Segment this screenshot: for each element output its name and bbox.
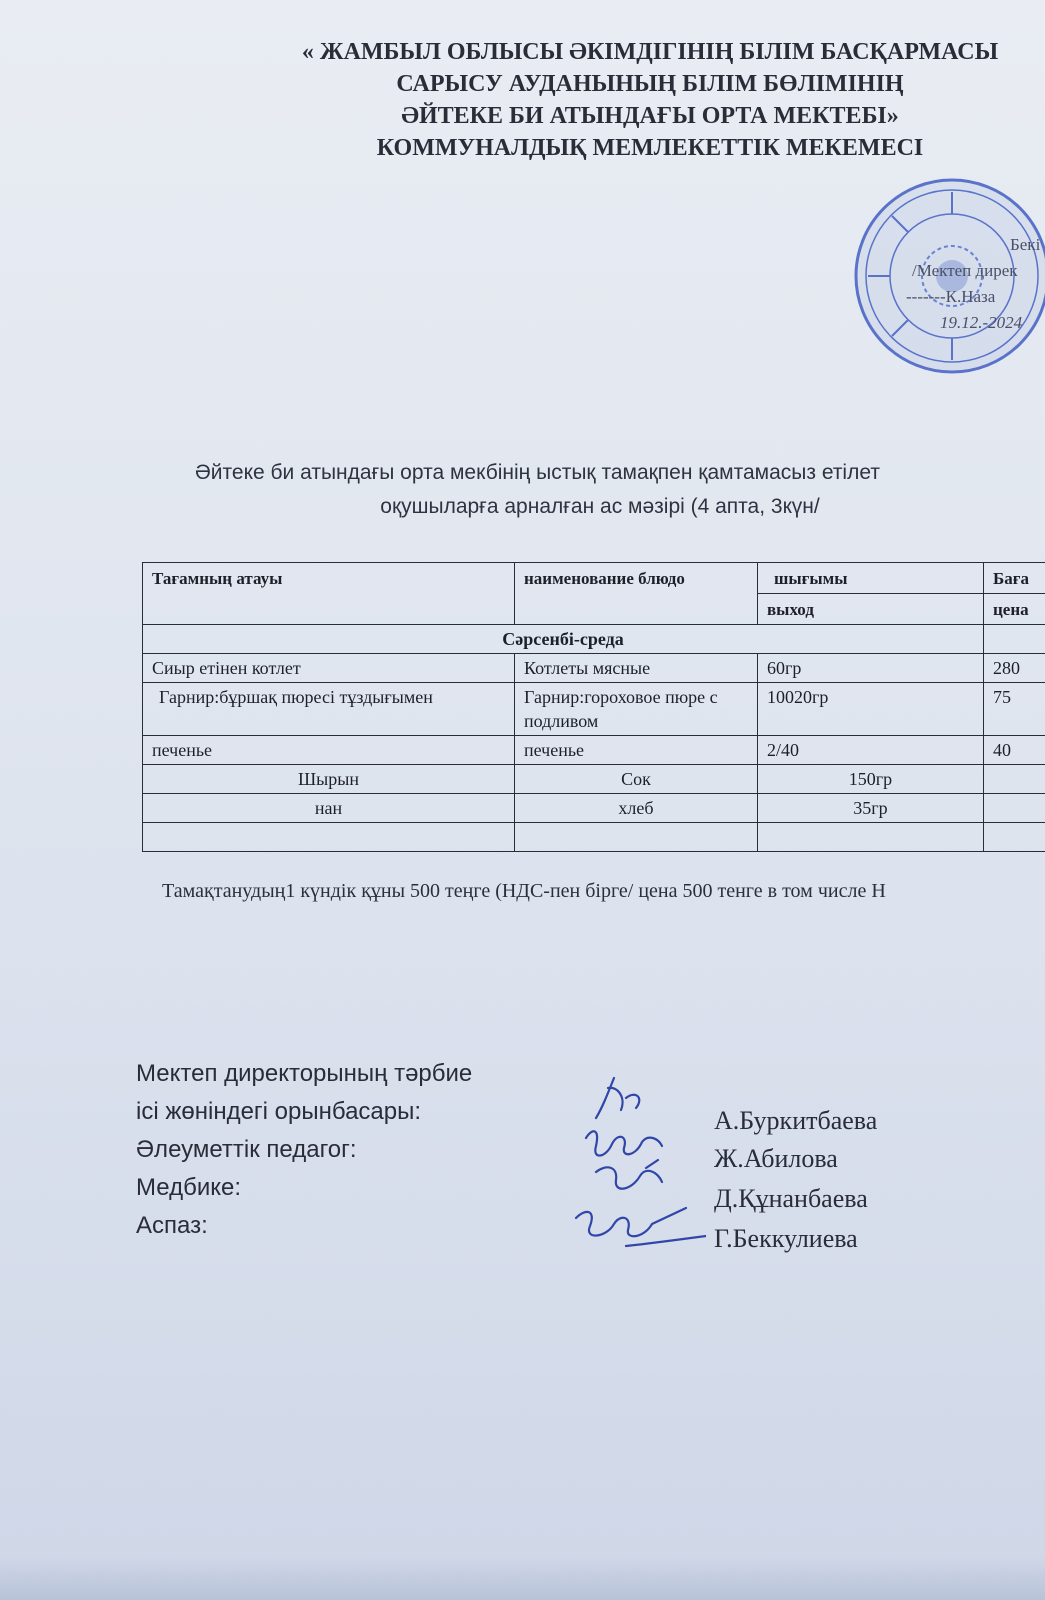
cell-yield: 35гр	[758, 794, 984, 823]
approval-line-2: /Мектеп дирек	[912, 261, 1018, 280]
approval-line-1: Бекі	[1010, 235, 1041, 254]
approval-line-3: -------К.Наза	[906, 287, 996, 306]
cell-name-ru: Сок	[515, 765, 758, 794]
signature-block	[136, 1060, 1036, 1280]
name-nurse: Д.Құнанбаева	[714, 1184, 868, 1213]
cell-price	[984, 823, 1045, 852]
title-line-2: оқушыларға арналған ас мәзірі (4 апта, 3күн/	[380, 495, 820, 518]
cell-name-ru: хлеб	[515, 794, 758, 823]
cell-name-kz: Сиыр етінен котлет	[143, 654, 515, 683]
cell-yield: 10020гр	[758, 683, 984, 736]
cell-price	[984, 794, 1045, 823]
menu-title	[195, 456, 1045, 524]
header-yield-kz: шығымы	[758, 563, 984, 594]
table-row	[143, 765, 1045, 794]
header-line-4: КОММУНАЛДЫҚ МЕМЛЕКЕТТІК МЕКЕМЕСІ	[376, 135, 924, 161]
approval-block	[900, 232, 1045, 336]
table-row	[143, 654, 1045, 683]
table-row	[143, 683, 1045, 736]
cell-yield: 60гр	[758, 654, 984, 683]
table-row	[143, 736, 1045, 765]
day-label: Сәрсенбі-среда	[143, 625, 984, 654]
cell-yield	[758, 823, 984, 852]
cell-name-kz: нан	[143, 794, 515, 823]
cell-name-ru: Гарнир:гороховое пюре с подливом	[515, 683, 758, 736]
header-name-kz: Тағамның атауы	[143, 563, 515, 625]
table-row	[143, 823, 1045, 852]
header-name-ru: наименование блюдо	[515, 563, 758, 625]
cell-price	[984, 765, 1045, 794]
name-cook: Г.Беккулиева	[714, 1224, 858, 1253]
cell-name-kz: Шырын	[143, 765, 515, 794]
role-nurse: Медбике:	[136, 1174, 242, 1201]
title-line-1: Әйтеке би атындағы орта мекбінің ыстық тамақпен қамтамасыз етілет	[195, 461, 880, 484]
cell-yield: 150гр	[758, 765, 984, 794]
cell-name-ru	[515, 823, 758, 852]
document-header	[220, 36, 1045, 164]
cell-name-kz: Гарнир:бұршақ пюресі тұздығымен	[143, 683, 515, 736]
cell-price: 280	[984, 654, 1045, 683]
price-note: Тамақтанудың1 күндік құны 500 теңге (НДС-пен бірге/ цена 500 тенге в том числе Н	[162, 880, 886, 902]
header-line-2: САРЫСУ АУДАНЫНЫҢ БІЛІМ БӨЛІМІНІҢ	[396, 71, 904, 97]
table-row	[143, 794, 1045, 823]
header-price-kz: Баға	[984, 563, 1045, 594]
handwritten-signatures	[566, 1068, 706, 1268]
cell-price: 40	[984, 736, 1045, 765]
header-line-3: ӘЙТЕКЕ БИ АТЫНДАҒЫ ОРТА МЕКТЕБІ»	[401, 103, 899, 129]
name-deputy: А.Буркитбаева	[714, 1106, 878, 1135]
role-deputy-line-2: ісі жөніндегі орынбасары:	[136, 1098, 422, 1125]
role-cook: Аспаз:	[136, 1212, 208, 1239]
name-social-pedagogue: Ж.Абилова	[714, 1144, 838, 1173]
cell-name-kz	[143, 823, 515, 852]
cell-name-ru: печенье	[515, 736, 758, 765]
header-line-1: « ЖАМБЫЛ ОБЛЫСЫ ӘКІМДІГІНІҢ БІЛІМ БАСҚАРМАСЫ	[301, 39, 999, 65]
header-price-ru: цена	[984, 594, 1045, 625]
menu-table	[142, 562, 1045, 852]
cell-yield: 2/40	[758, 736, 984, 765]
table-header-row	[143, 563, 1045, 594]
table-day-row	[143, 625, 1045, 654]
cell-name-kz: печенье	[143, 736, 515, 765]
photo-bottom-edge	[0, 1556, 1045, 1600]
approval-date: 19.12.-2024	[940, 313, 1023, 332]
header-yield-ru: выход	[758, 594, 984, 625]
cell-price: 75	[984, 683, 1045, 736]
day-empty-cell	[984, 625, 1045, 654]
role-deputy-line-1: Мектеп директорының тәрбие	[136, 1060, 473, 1087]
cell-name-ru: Котлеты мясные	[515, 654, 758, 683]
role-social-pedagogue: Әлеуметтік педагог:	[136, 1136, 357, 1163]
